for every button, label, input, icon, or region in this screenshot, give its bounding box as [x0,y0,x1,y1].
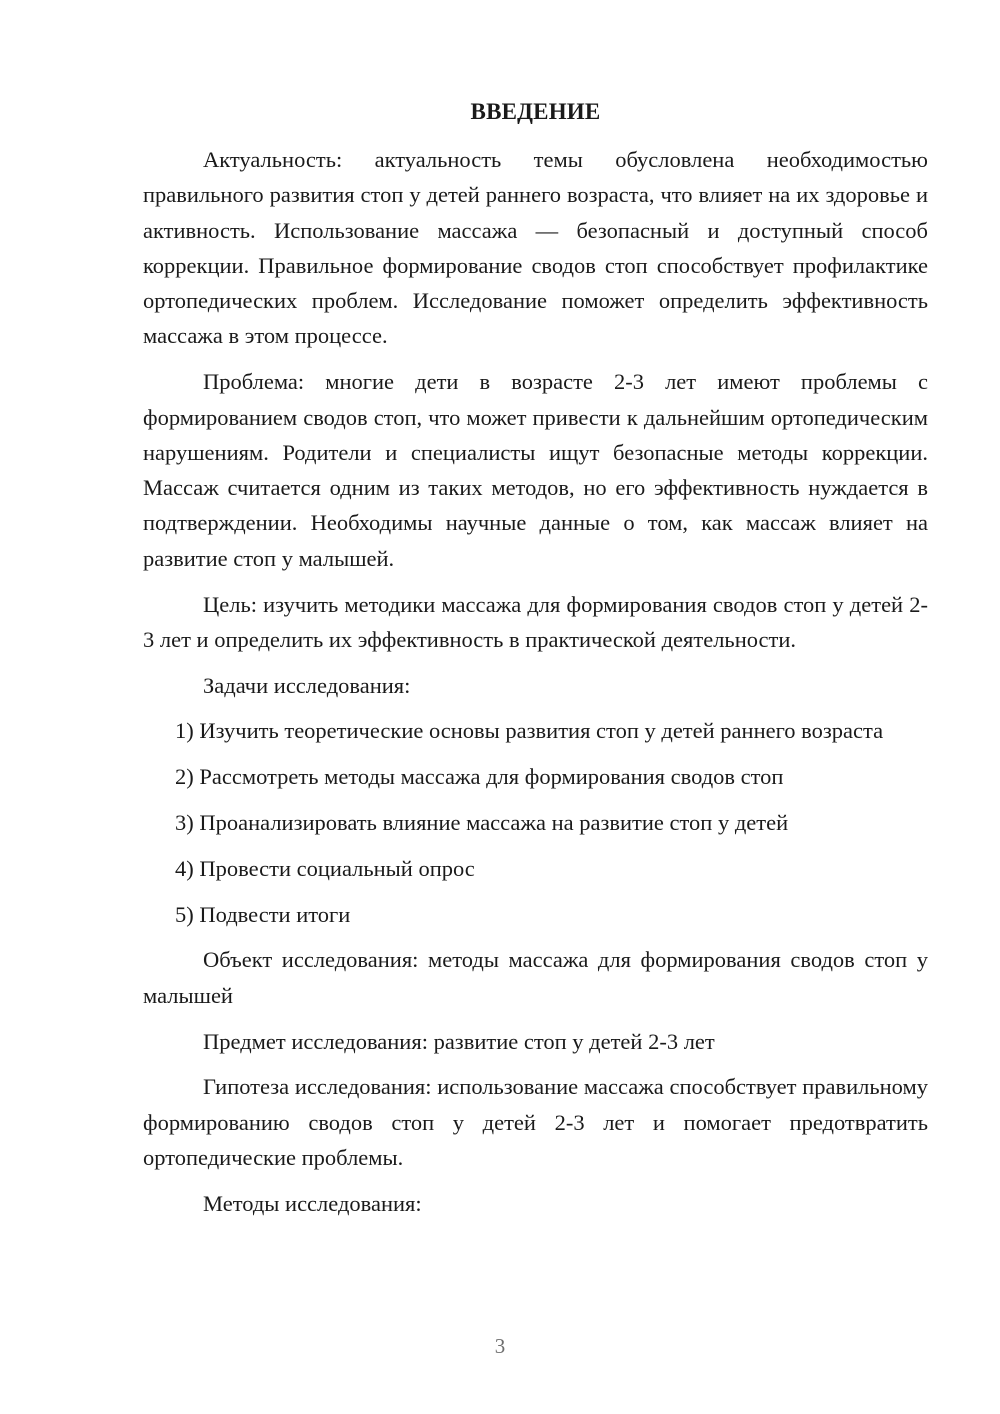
task-item: 5) Подвести итоги [175,901,351,927]
paragraph-hypothesis: Гипотеза исследования: использование массажа способствует правильному формированию сводов стоп у детей 2-3 лет и помогает предотвратить ортопедические проблемы. [143,1074,928,1170]
paragraph-problem: Проблема: многие дети в возрасте 2-3 лет имеют проблемы с формированием сводов стоп, что может привести к дальнейшим ортопедическим нарушениям. Родители и специалисты ищут безопасные методы коррекции. Массаж считается одним из таких методов, но его эффективность нуждается в подтверждении. Необходимы научные данные о том, как массаж влияет на развитие стоп у малышей. [143,369,928,571]
task-item: 2) Рассмотреть методы массажа для формирования сводов стоп [175,764,784,790]
page-title: ВВЕДЕНИЕ [470,99,601,124]
paragraph-subject: Предмет исследования: развитие стоп у детей 2-3 лет [203,1028,715,1054]
paragraph-goal: Цель: изучить методики массажа для формирования сводов стоп у детей 2-3 лет и определить их эффективность в практической деятельности. [143,591,928,652]
paragraph-relevance: Актуальность: актуальность темы обусловлена необходимостью правильного развития стоп у детей раннего возраста, что влияет на их здоровье и активность. Использование массажа — безопасный и доступный способ коррекции. Правильное формирование сводов стоп способствует профилактике ортопедических проблем. Исследование поможет определить эффективность массажа в этом процессе. [143,147,928,349]
methods-heading: Методы исследования: [203,1190,422,1216]
tasks-heading: Задачи исследования: [203,672,411,698]
task-item: 3) Проанализировать влияние массажа на развитие стоп у детей [175,810,789,836]
task-item: 1) Изучить теоретические основы развития стоп у детей раннего возраста [175,718,884,744]
page-number: 3 [494,1334,506,1358]
paragraph-object: Объект исследования: методы массажа для формирования сводов стоп у малышей [143,947,928,1008]
task-item: 4) Провести социальный опрос [175,855,475,881]
document-body [143,142,928,1232]
